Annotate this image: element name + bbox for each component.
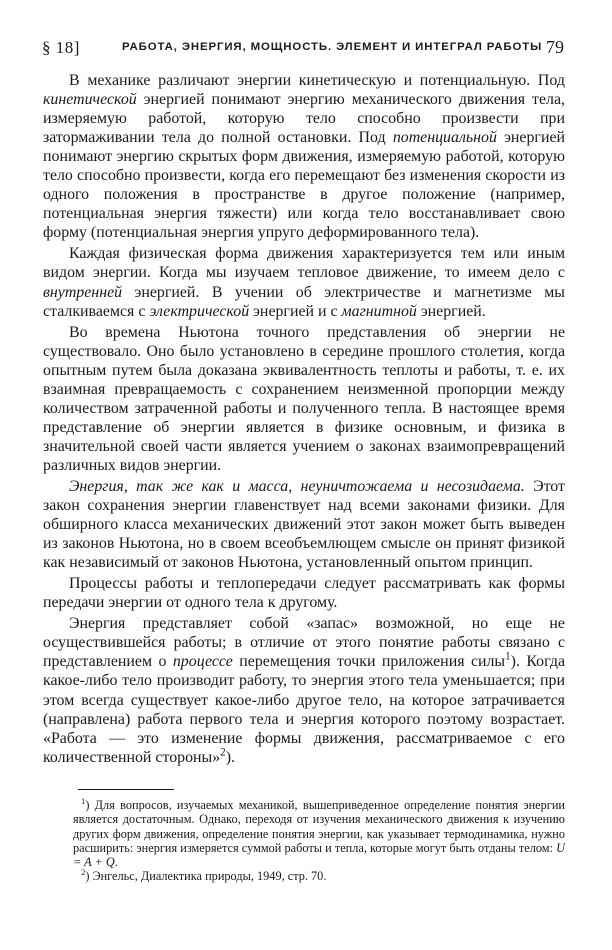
running-title: РАБОТА, ЭНЕРГИЯ, МОЩНОСТЬ. ЭЛЕМЕНТ И ИНТЕГРАЛ РАБОТЫ xyxy=(122,41,543,53)
footnotes xyxy=(73,795,565,884)
emphasis-kinetic: кинетической xyxy=(43,91,137,109)
paragraph-kinetic-potential: В механике различают энергии кинетическую и потенциальную. Под кинетической энергией понимают энергию механического движения тела, измеряемую работой, которую тело способно произвести при затормаживании тела до полной остановки. Под потенциальной энергией понимают энергию скрытых форм движения, измеряемую работой, которую тело способно произвести, когда его перемещают без изменения скорости из одного положения в пространстве в другое положение (например, потенциальная энергия тяжести) или когда тело восстанавливает свою форму (потенциальная энергия упруго деформированного тела). xyxy=(43,72,565,242)
footnote-ref-1[interactable]: 1 xyxy=(505,651,511,664)
footnote-2: $^2$) Энгельс, Диалектика природы, 1949, стр. 70. xyxy=(81,867,327,884)
emphasis-electric: электрической xyxy=(149,302,250,320)
emphasis-potential: потенциальной xyxy=(392,129,497,147)
emphasis-magnetic: магнитной xyxy=(341,302,417,320)
emphasis-process: процессе xyxy=(172,653,233,671)
section-number: § 18] xyxy=(42,38,80,57)
paragraph-energy-forms: Каждая физическая форма движения характеризуется тем или иным видом энергии. Когда мы изучаем тепловое движение, то имеем дело с внутренней энергией. В учении об электричестве и магнетизме мы сталкиваемся с электрической энергией и с магнитной энергией. xyxy=(43,245,565,320)
paragraph-newton-history: Во времена Ньютона точного представления об энергии не существовало. Оно было установлено в середине прошлого столетия, когда опытным путем была доказана эквивалентность теплоты и работы, т. е. их взаимная превращаемость с сохранением неизменной пропорции между количеством затраченной работы и полученного тепла. В настоящее время представление об энергии является в физике основным, и физика в значительной своей части является учением о законах взаимопревращений различных видов энергии. xyxy=(43,323,565,474)
footnote-ref-2[interactable]: 2 xyxy=(220,746,226,759)
emphasis-conservation: Энергия, так же как и масса, неуничтожаема и несозидаема. xyxy=(69,477,525,495)
footnote-divider xyxy=(78,789,174,790)
main-text xyxy=(43,71,565,769)
paragraph-work-heat-transfer: Процессы работы и теплопередачи следует рассматривать как формы передачи энергии от одного тела к другому. xyxy=(43,575,565,612)
running-header xyxy=(42,38,564,62)
footnote-1: $^1$) Для вопросов, изучаемых механикой, вышеприведенное определение понятия энергии является достаточным. Однако, переходя от изучения механического движения к изучению других форм движения, определение понятия энергии, как указывает термодинамика, нужно расширить: энергия измеряется суммой работы и тепла, которые могут быть отданы телом: U = A + Q. xyxy=(73,795,565,870)
emphasis-internal: внутренней xyxy=(43,283,123,301)
paragraph-conservation-law: Энергия, так же как и масса, неуничтожаема и несозидаема. Этот закон сохранения энергии главенствует над всеми законами физики. Для обширного класса механических движений этот закон может быть выведен из законов Ньютона, но в своем всеобъемлющем смысле он принят физикой как независимый от законов Ньютона, установленный опытом принцип. xyxy=(43,477,565,572)
paragraph-energy-reserve: Энергия представляет собой «запас» возможной, но еще не осуществившейся работы; в отличие от этого понятие работы связано с представлением о процессе перемещения точки приложения силы$^1$). Когда какое-либо тело производит работу, то энергия этого тела уменьшается; при этом всегда существует какое-либо другое тело, на которое затрачивается (направлена) работа первого тела и энергия которого поэтому возрастает. «Работа — это изменение формы движения, рассматриваемое с его количественной стороны»$^2$). xyxy=(43,615,565,766)
formula-energy: U = A + Q xyxy=(73,840,565,870)
page-number: 79 xyxy=(546,37,564,57)
